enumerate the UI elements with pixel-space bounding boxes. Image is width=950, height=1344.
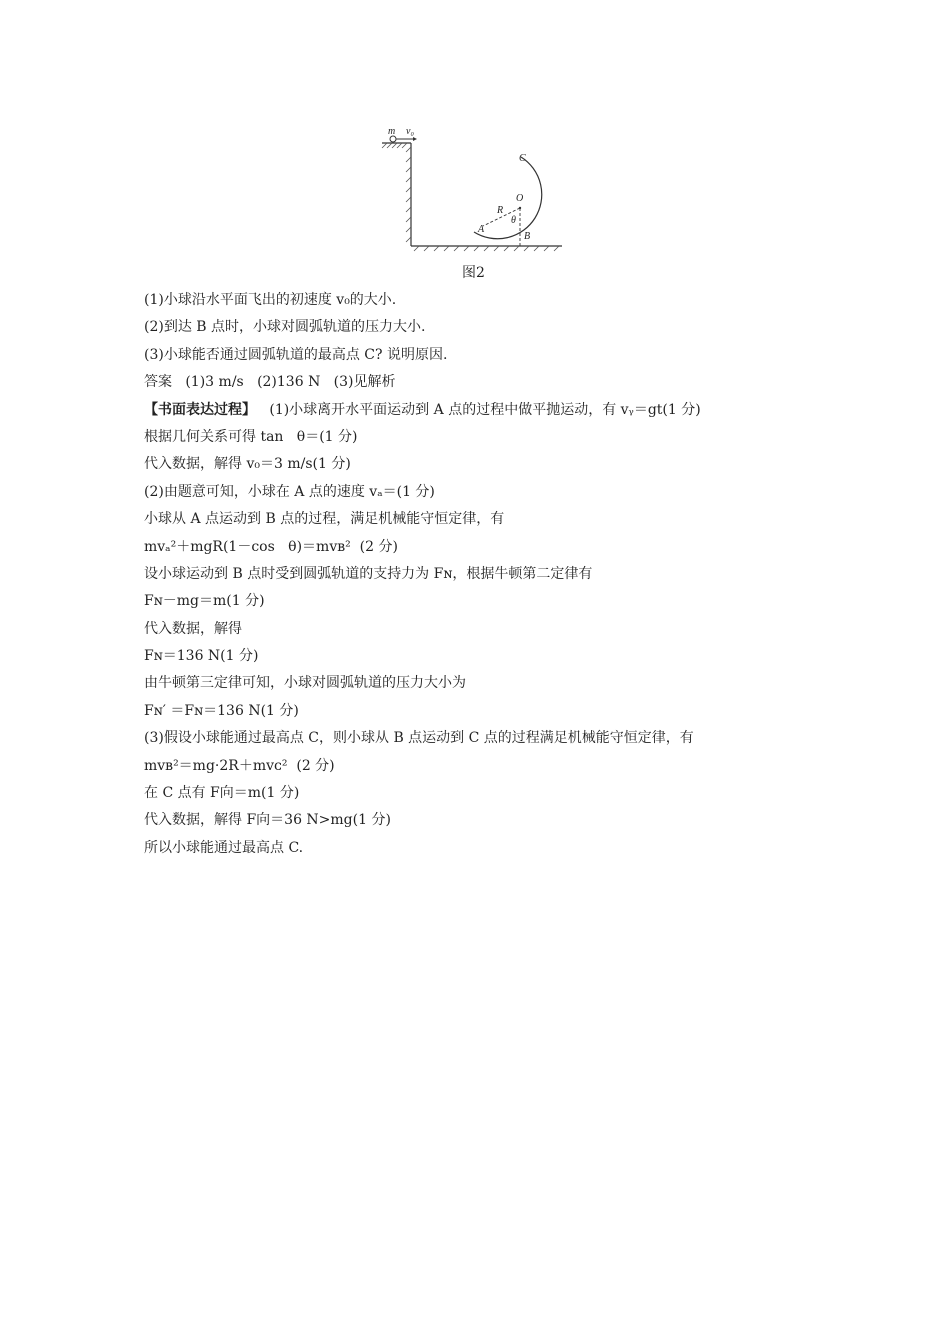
newton2-equation-line: Fɴ－mg＝m(1 分): [144, 593, 265, 610]
label-C: C: [519, 153, 526, 164]
wall-hatching: [406, 147, 411, 242]
label-theta: θ: [511, 215, 516, 226]
process-heading: 【书面表达过程】: [144, 401, 256, 418]
support-force-line: 设小球运动到 B 点时受到圆弧轨道的支持力为 Fɴ，根据牛顿第二定律有: [144, 565, 593, 582]
label-O: O: [516, 193, 524, 204]
answer-line: 答案 (1)3 m/s (2)136 N (3)见解析: [144, 374, 396, 391]
circular-track: [474, 157, 542, 239]
physics-diagram: [378, 122, 568, 254]
label-B: B: [524, 231, 531, 242]
centripetal-line: 在 C 点有 F向＝m(1 分): [144, 785, 300, 802]
ledge-hatching: [382, 143, 407, 148]
question-1: (1)小球沿水平面飞出的初速度 v₀的大小.: [144, 292, 397, 308]
question-3: (3)小球能否通过圆弧轨道的最高点 C? 说明原因.: [144, 346, 448, 363]
conclusion-line: 所以小球能通过最高点 C.: [144, 839, 304, 856]
process-text: (1)小球离开水平面运动到 A 点的过程中做平抛运动，有 vᵧ＝gt(1 分): [256, 401, 701, 418]
centripetal-result-line: 代入数据，解得 F向＝36 N>mg(1 分): [144, 812, 391, 829]
velocity-arrowhead: [413, 137, 417, 141]
pressure-result-line: Fɴ′ ＝Fɴ＝136 N(1 分): [144, 702, 299, 719]
question-2: (2)到达 B 点时，小球对圆弧轨道的压力大小.: [144, 319, 426, 336]
track-diagram-svg: [378, 122, 568, 254]
part2-line: (2)由题意可知，小球在 A 点的速度 vₐ＝(1 分): [144, 483, 435, 500]
center-point: [519, 207, 521, 209]
energy-equation-c-line: mvʙ²＝mg·2R＋mvᴄ² (2 分): [144, 757, 335, 774]
label-m: m: [388, 126, 396, 137]
energy-equation-line: mvₐ²＋mgR(1－cos θ)＝mvʙ² (2 分): [144, 538, 398, 555]
label-A: A: [478, 224, 485, 235]
substitute-line: 代入数据，解得: [144, 620, 242, 637]
label-R: R: [497, 205, 504, 216]
part3-line: (3)假设小球能通过最高点 C，则小球从 B 点运动到 C 点的过程满足机械能守恒定律，有: [144, 730, 694, 747]
geometry-line: 根据几何关系可得 tan θ＝(1 分): [144, 428, 358, 445]
label-v0: v₀: [406, 126, 414, 137]
energy-statement-line: 小球从 A 点运动到 B 点的过程，满足机械能守恒定律，有: [144, 511, 505, 528]
ground-hatching: [414, 246, 559, 251]
fn-result-line: Fɴ＝136 N(1 分): [144, 648, 259, 665]
newton3-line: 由牛顿第三定律可知，小球对圆弧轨道的压力大小为: [144, 675, 466, 692]
result-v0-line: 代入数据，解得 v₀＝3 m/s(1 分): [144, 456, 351, 473]
solution-text: [144, 287, 844, 862]
figure-caption: 图2: [462, 265, 485, 281]
process-line: [144, 397, 844, 424]
